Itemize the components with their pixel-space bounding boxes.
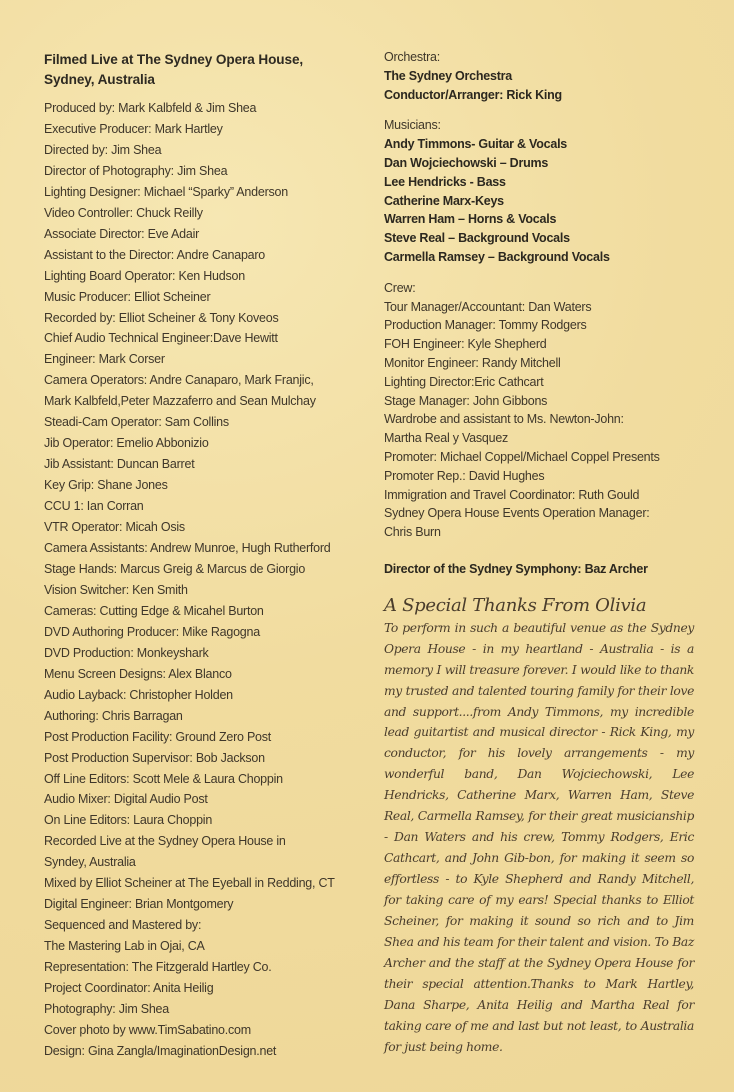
credit-line: Video Controller: Chuck Reilly xyxy=(44,204,203,220)
credit-line: Stage Hands: Marcus Greig & Marcus de Giorgio xyxy=(44,560,306,576)
filmed-live-heading xyxy=(44,50,344,90)
musician-line: Catherine Marx-Keys xyxy=(384,192,504,208)
musician-line: Carmella Ramsey – Background Vocals xyxy=(384,248,610,264)
credit-line: Mixed by Elliot Scheiner at The Eyeball in Redding, CT xyxy=(44,875,335,891)
symphony-director: Director of the Sydney Symphony: Baz Archer xyxy=(384,560,648,576)
credit-line: Director of Photography: Jim Shea xyxy=(44,162,228,178)
crew-line: Promoter: Michael Coppel/Michael Coppel Presents xyxy=(384,448,660,464)
credit-line: Produced by: Mark Kalbfeld & Jim Shea xyxy=(44,100,257,115)
credit-line: Key Grip: Shane Jones xyxy=(44,477,168,493)
credit-line: Representation: The Fitzgerald Hartley Co. xyxy=(44,959,272,975)
credit-line: VTR Operator: Micah Osis xyxy=(44,519,185,535)
credits-column-left xyxy=(44,50,344,1062)
credit-line: Post Production Facility: Ground Zero Post xyxy=(44,728,272,744)
orchestra-line: The Sydney Orchestra xyxy=(384,67,512,83)
credit-line: Digital Engineer: Brian Montgomery xyxy=(44,896,234,912)
credit-line: Cover photo by www.TimSabatino.com xyxy=(44,1021,251,1037)
credit-line: Associate Director: Eve Adair xyxy=(44,225,200,241)
crew-line: Monitor Engineer: Randy Mitchell xyxy=(384,354,561,370)
crew-line: Lighting Director:Eric Cathcart xyxy=(384,373,544,389)
credit-line: Audio Mixer: Digital Audio Post xyxy=(44,791,208,807)
credit-line: Photography: Jim Shea xyxy=(44,1000,170,1016)
crew-line: Sydney Opera House Events Operation Manager: xyxy=(384,505,650,521)
special-thanks-text: To perform in such a beautiful venue as the Sydney Opera House - in my heartland - Australia - is a memory I will treasure forever. I would like to thank my trusted and talented touring family for their love and support....from Andy Timmons, my incredible lead guitartist and musical director - Rick King, my conductor, for his lovely arrangements - my wonderful band, Dan Wojciechowski, Lee Hendricks, Catherine Marx, Warren Ham, Steve Real, Carmella Ramsey, for their great musicianship - Dan Waters and his crew, Tommy Rodgers, Eric Cathcart, and John Gib-bon, for making it seem so effortless - to Kyle Shepherd and Randy Mitchell, for taking care of my ears! Special thanks to Elliot Scheiner, for making it sound so rich and to Jim Shea and his team for their talent and vision. To Baz Archer and the staff at the Sydney Opera House for their special attention.Thanks to Mark Hartley, Dana Sharpe, Anita Heilig and Martha Real for taking care of me and last but not least, to Australia for just being home. xyxy=(384,620,694,1054)
crew-line: Tour Manager/Accountant: Dan Waters xyxy=(384,298,592,314)
credit-line: Vision Switcher: Ken Smith xyxy=(44,581,188,597)
musician-line: Dan Wojciechowski – Drums xyxy=(384,154,549,170)
crew-label: Crew: xyxy=(384,279,416,295)
crew-line: Immigration and Travel Coordinator: Ruth Gould xyxy=(384,486,640,502)
crew-line: Stage Manager: John Gibbons xyxy=(384,392,548,408)
credit-line: DVD Production: Monkeyshark xyxy=(44,644,209,660)
credit-line: Directed by: Jim Shea xyxy=(44,141,162,157)
credit-line: Off Line Editors: Scott Mele & Laura Choppin xyxy=(44,770,283,786)
production-credits-list xyxy=(44,98,344,1062)
musician-line: Steve Real – Background Vocals xyxy=(384,230,570,246)
credit-line: Audio Layback: Christopher Holden xyxy=(44,686,233,702)
credit-line: Sequenced and Mastered by: xyxy=(44,917,202,933)
crew-list xyxy=(384,298,696,542)
credit-line: Syndey, Australia xyxy=(44,854,136,870)
credit-line: Authoring: Chris Barragan xyxy=(44,707,183,723)
credit-line: Menu Screen Designs: Alex Blanco xyxy=(44,665,232,681)
orchestra-list xyxy=(384,67,696,105)
special-thanks-title: A Special Thanks From Olivia xyxy=(384,594,647,616)
heading-line-1: Filmed Live at The Sydney Opera House, xyxy=(44,52,304,67)
credit-line: Chief Audio Technical Engineer:Dave Hewitt xyxy=(44,330,278,346)
credit-line: DVD Authoring Producer: Mike Ragogna xyxy=(44,623,260,639)
musicians-list xyxy=(384,135,696,267)
orchestra-label: Orchestra: xyxy=(384,49,441,64)
credit-line: Music Producer: Elliot Scheiner xyxy=(44,288,211,304)
credit-line: Steadi-Cam Operator: Sam Collins xyxy=(44,414,229,430)
credit-line: Recorded Live at the Sydney Opera House in xyxy=(44,833,286,849)
orchestra-line: Conductor/Arranger: Rick King xyxy=(384,86,562,102)
credit-line: Executive Producer: Mark Hartley xyxy=(44,120,223,136)
credit-line: Post Production Supervisor: Bob Jackson xyxy=(44,749,265,765)
heading-line-2: Sydney, Australia xyxy=(44,72,155,87)
credit-line: Camera Assistants: Andrew Munroe, Hugh Rutherford xyxy=(44,540,331,556)
credits-column-right xyxy=(384,48,696,1058)
credit-line: Lighting Board Operator: Ken Hudson xyxy=(44,267,245,283)
credit-line: Mark Kalbfeld,Peter Mazzaferro and Sean Mulchay xyxy=(44,393,316,409)
crew-line: Promoter Rep.: David Hughes xyxy=(384,467,545,483)
musician-line: Andy Timmons- Guitar & Vocals xyxy=(384,136,568,152)
crew-line: Production Manager: Tommy Rodgers xyxy=(384,317,587,333)
crew-line: Wardrobe and assistant to Ms. Newton-John: xyxy=(384,411,624,427)
credit-line: Jib Assistant: Duncan Barret xyxy=(44,456,195,472)
credit-line: Design: Gina Zangla/ImaginationDesign.net xyxy=(44,1042,277,1058)
crew-line: Chris Burn xyxy=(384,524,441,540)
credit-line: Lighting Designer: Michael “Sparky” Anderson xyxy=(44,183,288,199)
musician-line: Lee Hendricks - Bass xyxy=(384,173,506,189)
credit-line: The Mastering Lab in Ojai, CA xyxy=(44,938,205,954)
musician-line: Warren Ham – Horns & Vocals xyxy=(384,211,557,227)
credit-line: Engineer: Mark Corser xyxy=(44,351,165,367)
credit-line: Recorded by: Elliot Scheiner & Tony Koveos xyxy=(44,309,279,325)
musicians-label: Musicians: xyxy=(384,117,441,133)
credit-line: On Line Editors: Laura Choppin xyxy=(44,812,213,828)
credit-line: Cameras: Cutting Edge & Micahel Burton xyxy=(44,602,264,618)
credit-line: Assistant to the Director: Andre Canaparo xyxy=(44,246,266,262)
credit-line: Jib Operator: Emelio Abbonizio xyxy=(44,435,209,451)
crew-line: Martha Real y Vasquez xyxy=(384,430,509,446)
crew-line: FOH Engineer: Kyle Shepherd xyxy=(384,336,547,352)
credit-line: CCU 1: Ian Corran xyxy=(44,498,144,514)
credit-line: Project Coordinator: Anita Heilig xyxy=(44,980,214,996)
credit-line: Camera Operators: Andre Canaparo, Mark Franjic, xyxy=(44,372,314,388)
